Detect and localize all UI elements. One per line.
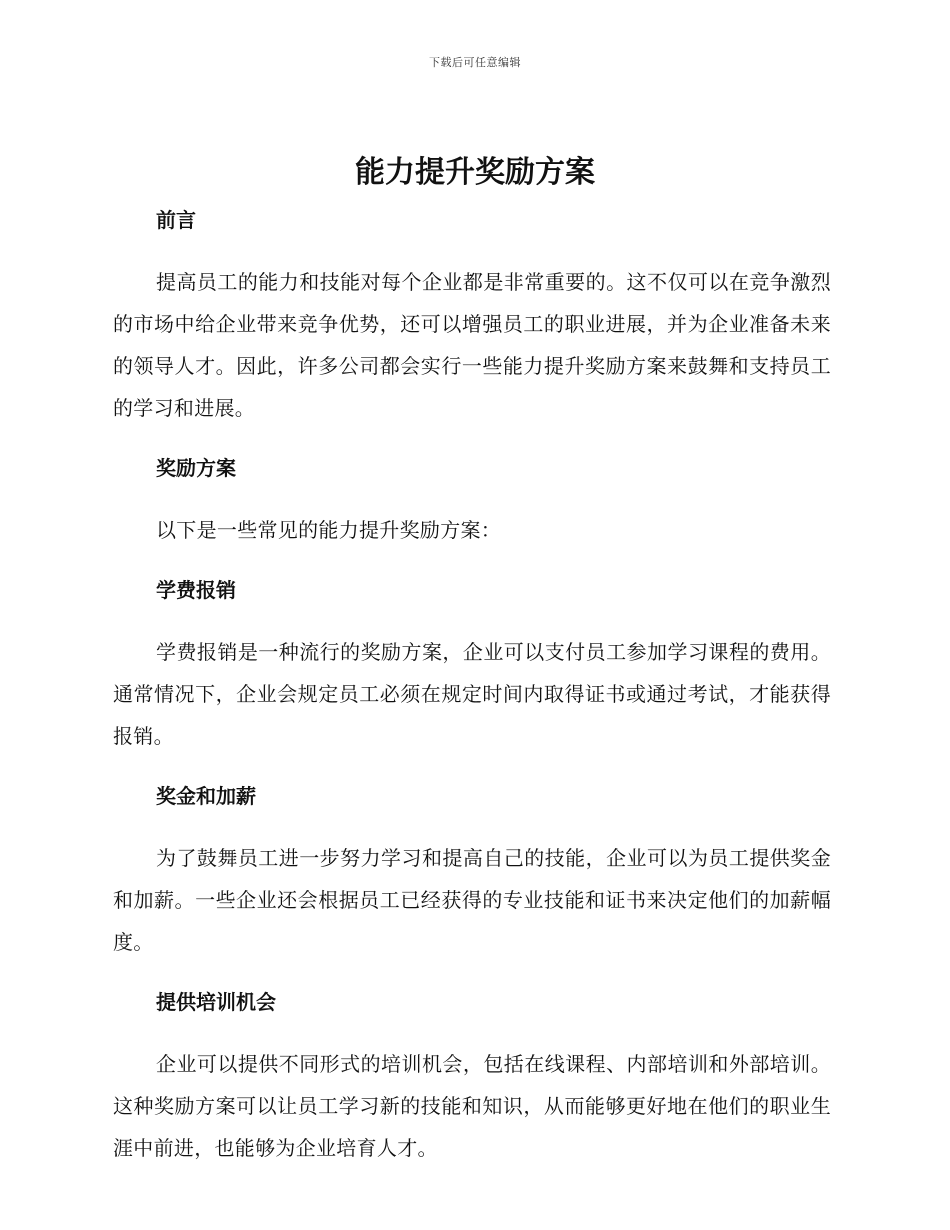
section-heading: 提供培训机会 — [156, 990, 276, 1014]
section-preface — [113, 205, 831, 429]
section-reward-plans — [113, 453, 831, 551]
section-paragraph: 提高员工的能力和技能对每个企业都是非常重要的。这不仅可以在竞争激烈的市场中给企业带来竞争优势，还可以增强员工的职业进展，并为企业准备未来的领导人才。因此，许多公司都会实行一些能力提升奖励方案来鼓舞和支持员工的学习和进展。 — [113, 270, 831, 420]
section-paragraph: 企业可以提供不同形式的培训机会，包括在线课程、内部培训和外部培训。这种奖励方案可以让员工学习新的技能和知识，从而能够更好地在他们的职业生涯中前进，也能够为企业培育人才。 — [113, 1052, 831, 1160]
section-heading: 前言 — [156, 208, 196, 232]
section-heading: 奖金和加薪 — [156, 784, 256, 808]
section-paragraph: 学费报销是一种流行的奖励方案，企业可以支付员工参加学习课程的费用。通常情况下，企业会规定员工必须在规定时间内取得证书或通过考试，才能获得报销。 — [113, 640, 831, 748]
document-title: 能力提升奖励方案 — [355, 155, 595, 190]
section-training-opportunities — [113, 987, 831, 1169]
section-bonus-raise — [113, 781, 831, 963]
section-tuition-reimbursement — [113, 575, 831, 757]
section-heading: 奖励方案 — [156, 456, 236, 480]
section-paragraph: 为了鼓舞员工进一步努力学习和提高自己的技能，企业可以为员工提供奖金和加薪。一些企业还会根据员工已经获得的专业技能和证书来决定他们的加薪幅度。 — [113, 846, 831, 954]
page-header: 下载后可任意编辑 — [429, 56, 521, 69]
document-body — [113, 205, 831, 1169]
section-paragraph: 以下是一些常见的能力提升奖励方案： — [156, 518, 502, 542]
section-heading: 学费报销 — [156, 578, 236, 602]
